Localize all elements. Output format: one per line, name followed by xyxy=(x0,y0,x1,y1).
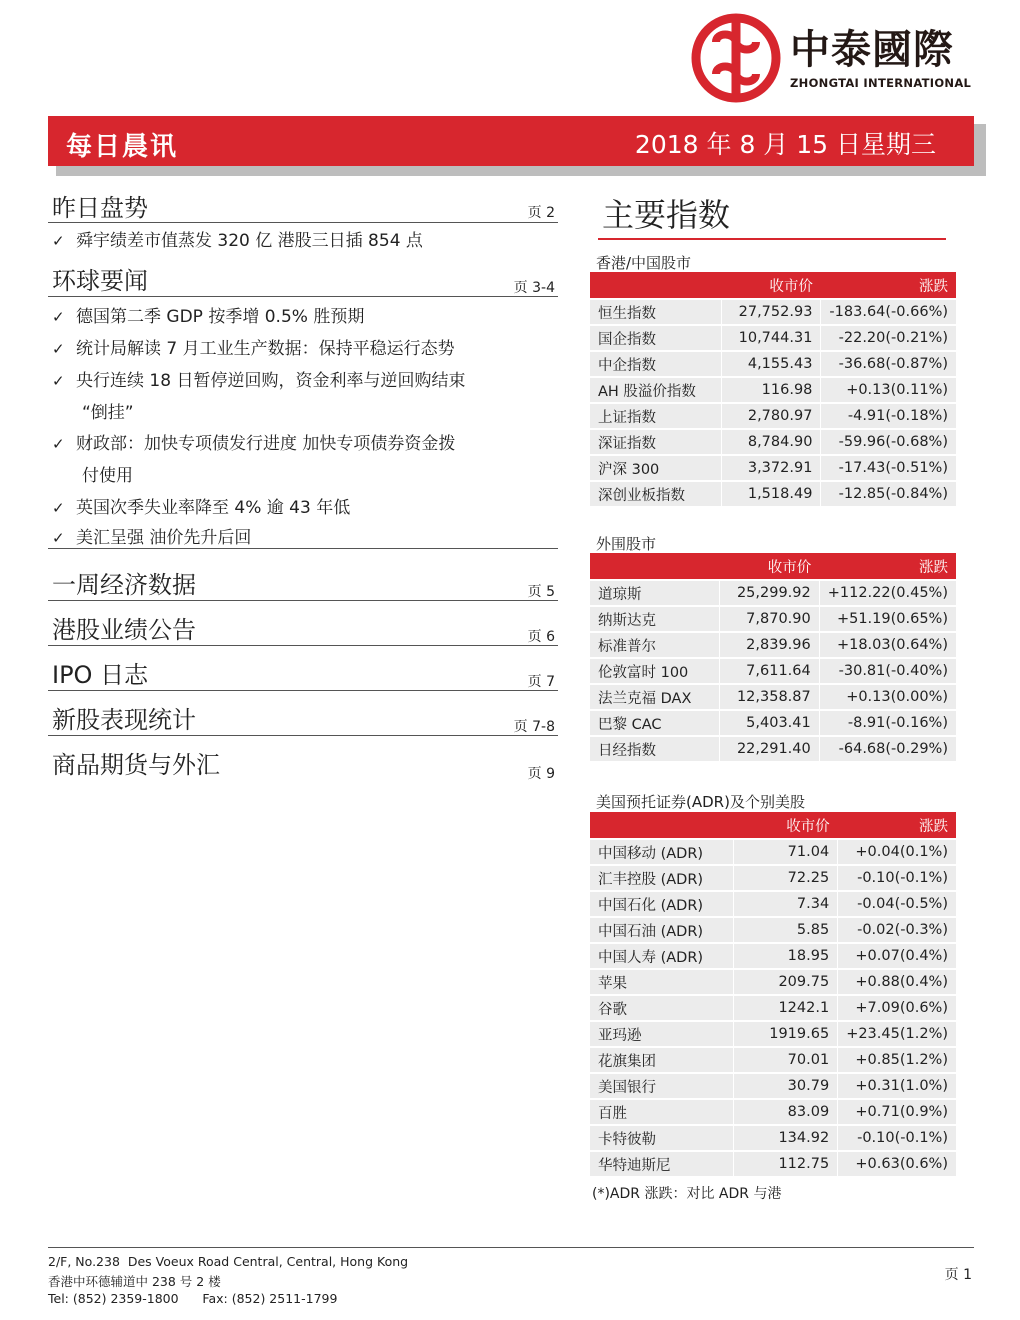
close-price-cell: 1242.1 xyxy=(734,995,838,1021)
section-divider xyxy=(48,222,558,223)
close-price-cell: 18.95 xyxy=(734,943,838,969)
index-name-cell: 中国石油 (ADR) xyxy=(590,917,734,943)
close-price-cell: 70.01 xyxy=(734,1047,838,1073)
close-price-cell: 25,299.92 xyxy=(720,580,820,606)
close-price-cell: 7.34 xyxy=(734,891,838,917)
change-cell: -0.04(-0.5%) xyxy=(838,891,956,917)
close-price-cell: 5.85 xyxy=(734,917,838,943)
section-divider xyxy=(48,600,558,601)
bullet-item: ✓ 统计局解读 7 月工业生产数据：保持平稳运行态势 xyxy=(52,339,455,359)
change-cell: -64.68(-0.29%) xyxy=(819,736,956,761)
table-header-row xyxy=(590,272,956,299)
index-name-cell: 伦敦富时 100 xyxy=(590,658,720,684)
table-adr xyxy=(590,812,956,1176)
close-price-cell: 134.92 xyxy=(734,1125,838,1151)
table-row xyxy=(590,943,956,969)
change-cell: -30.81(-0.40%) xyxy=(819,658,956,684)
change-cell: -36.68(-0.87%) xyxy=(821,351,956,377)
table-header-cell xyxy=(590,812,734,839)
check-icon: ✓ xyxy=(52,372,65,390)
table-row xyxy=(590,995,956,1021)
index-name-cell: 苹果 xyxy=(590,969,734,995)
index-name-cell: 恒生指数 xyxy=(590,299,722,325)
section-title-earnings[interactable]: 港股业绩公告 xyxy=(52,616,196,644)
change-cell: +0.63(0.6%) xyxy=(838,1151,956,1176)
close-price-cell: 72.25 xyxy=(734,865,838,891)
change-cell: -0.02(-0.3%) xyxy=(838,917,956,943)
close-price-cell: 3,372.91 xyxy=(722,455,821,481)
section-page-economic-data: 页 5 xyxy=(527,584,555,600)
index-name-cell: 标准普尔 xyxy=(590,632,720,658)
index-name-cell: 深证指数 xyxy=(590,429,722,455)
index-name-cell: 深创业板指数 xyxy=(590,481,722,506)
section-page-market: 页 2 xyxy=(527,205,555,221)
change-cell: -8.91(-0.16%) xyxy=(819,710,956,736)
change-cell: +0.31(1.0%) xyxy=(838,1073,956,1099)
table-row xyxy=(590,632,956,658)
section-divider xyxy=(48,645,558,646)
table-row xyxy=(590,736,956,761)
table-row xyxy=(590,710,956,736)
change-cell: -22.20(-0.21%) xyxy=(821,325,956,351)
adr-note: (*)ADR 涨跌：对比 ADR 与港 xyxy=(592,1186,782,1202)
check-icon: ✓ xyxy=(52,529,65,547)
page-number: 页 1 xyxy=(944,1267,972,1283)
section-divider xyxy=(48,735,558,736)
table-row xyxy=(590,325,956,351)
index-name-cell: 道琼斯 xyxy=(590,580,720,606)
section-page-ipo: 页 7 xyxy=(527,674,555,690)
close-price-cell: 12,358.87 xyxy=(720,684,820,710)
check-icon: ✓ xyxy=(52,499,65,517)
change-cell: -0.10(-0.1%) xyxy=(838,1125,956,1151)
table-header-cell: 收市价 xyxy=(734,812,838,839)
close-price-cell: 30.79 xyxy=(734,1073,838,1099)
table-row xyxy=(590,1125,956,1151)
table-header-cell: 涨跌 xyxy=(819,553,956,580)
change-cell: +0.13(0.00%) xyxy=(819,684,956,710)
change-cell: -17.43(-0.51%) xyxy=(821,455,956,481)
table-header-cell: 收市价 xyxy=(722,272,821,299)
table-header-row xyxy=(590,553,956,580)
index-name-cell: 亚玛逊 xyxy=(590,1021,734,1047)
bullet-item: ✓ 德国第二季 GDP 按季增 0.5% 胜预期 xyxy=(52,307,365,327)
table-header-row xyxy=(590,812,956,839)
table-row xyxy=(590,839,956,865)
footer-address-cn: 香港中环德辅道中 238 号 2 楼 xyxy=(48,1274,221,1289)
index-name-cell: 中国石化 (ADR) xyxy=(590,891,734,917)
index-name-cell: 巴黎 CAC xyxy=(590,710,720,736)
index-name-cell: 汇丰控股 (ADR) xyxy=(590,865,734,891)
change-cell: +0.85(1.2%) xyxy=(838,1047,956,1073)
close-price-cell: 209.75 xyxy=(734,969,838,995)
index-name-cell: 华特迪斯尼 xyxy=(590,1151,734,1176)
close-price-cell: 2,780.97 xyxy=(722,403,821,429)
indices-title: 主要指数 xyxy=(602,196,731,234)
index-name-cell: 卡特彼勒 xyxy=(590,1125,734,1151)
check-icon: ✓ xyxy=(52,232,65,250)
bullet-item: ✓ 美汇呈强 油价先升后回 xyxy=(52,528,252,548)
index-name-cell: 中国移动 (ADR) xyxy=(590,839,734,865)
close-price-cell: 22,291.40 xyxy=(720,736,820,761)
index-name-cell: 谷歌 xyxy=(590,995,734,1021)
close-price-cell: 5,403.41 xyxy=(720,710,820,736)
table-row xyxy=(590,606,956,632)
section-title-commodities[interactable]: 商品期货与外汇 xyxy=(52,751,220,779)
table-global-indices xyxy=(590,553,956,761)
table-header-cell: 涨跌 xyxy=(821,272,956,299)
table-row xyxy=(590,481,956,506)
section-divider xyxy=(48,296,558,297)
section-title-global[interactable]: 环球要闻 xyxy=(52,267,148,295)
change-cell: -183.64(-0.66%) xyxy=(821,299,956,325)
table-row xyxy=(590,917,956,943)
close-price-cell: 112.75 xyxy=(734,1151,838,1176)
check-icon: ✓ xyxy=(52,340,65,358)
table-row xyxy=(590,351,956,377)
table-row xyxy=(590,403,956,429)
bullet-item: ✓ 英国次季失业率降至 4% 逾 43 年低 xyxy=(52,498,351,518)
section-divider xyxy=(48,548,558,549)
close-price-cell: 71.04 xyxy=(734,839,838,865)
close-price-cell: 83.09 xyxy=(734,1099,838,1125)
change-cell: -4.91(-0.18%) xyxy=(821,403,956,429)
close-price-cell: 116.98 xyxy=(722,377,821,403)
section-page-global: 页 3-4 xyxy=(513,280,555,296)
table-row xyxy=(590,1099,956,1125)
table-row xyxy=(590,455,956,481)
table-row xyxy=(590,429,956,455)
change-cell: +0.07(0.4%) xyxy=(838,943,956,969)
section-title-ipo[interactable]: IPO 日志 xyxy=(52,661,149,689)
index-name-cell: 国企指数 xyxy=(590,325,722,351)
table-row xyxy=(590,684,956,710)
logo-name-en: ZHONGTAI INTERNATIONAL xyxy=(790,76,972,90)
index-name-cell: 花旗集团 xyxy=(590,1047,734,1073)
change-cell: +7.09(0.6%) xyxy=(838,995,956,1021)
change-cell: +0.04(0.1%) xyxy=(838,839,956,865)
section-title-market[interactable]: 昨日盘势 xyxy=(52,194,148,222)
table-header-cell: 收市价 xyxy=(720,553,820,580)
check-icon: ✓ xyxy=(52,308,65,326)
index-name-cell: 法兰克福 DAX xyxy=(590,684,720,710)
table-row xyxy=(590,1073,956,1099)
check-icon: ✓ xyxy=(52,435,65,453)
footer-address-en: 2/F, No.238 Des Voeux Road Central, Central, Hong Kong xyxy=(48,1254,409,1269)
close-price-cell: 2,839.96 xyxy=(720,632,820,658)
close-price-cell: 1,518.49 xyxy=(722,481,821,506)
table-title-adr: 美国预托证券(ADR)及个别美股 xyxy=(596,793,805,811)
section-page-commodities: 页 9 xyxy=(527,766,555,782)
section-title-new-shares[interactable]: 新股表现统计 xyxy=(52,706,196,734)
section-page-earnings: 页 6 xyxy=(527,629,555,645)
change-cell: +0.88(0.4%) xyxy=(838,969,956,995)
close-price-cell: 7,870.90 xyxy=(720,606,820,632)
bullet-item: ✓ 舜宇绩差市值蒸发 320 亿 港股三日插 854 点 xyxy=(52,231,423,251)
change-cell: -0.10(-0.1%) xyxy=(838,865,956,891)
section-page-new-shares: 页 7-8 xyxy=(513,719,555,735)
bullet-item: ✓ 央行连续 18 日暂停逆回购，资金利率与逆回购结束 xyxy=(52,371,466,391)
section-title-economic-data[interactable]: 一周经济数据 xyxy=(52,571,196,599)
table-row xyxy=(590,299,956,325)
table-row xyxy=(590,1047,956,1073)
bullet-continuation: 付使用 xyxy=(82,466,133,486)
table-row xyxy=(590,969,956,995)
table-row xyxy=(590,865,956,891)
indices-title-underline xyxy=(598,238,946,240)
close-price-cell: 8,784.90 xyxy=(722,429,821,455)
footer-divider xyxy=(48,1247,974,1248)
change-cell: +23.45(1.2%) xyxy=(838,1021,956,1047)
table-row xyxy=(590,1151,956,1176)
table-title-hk: 香港/中国股市 xyxy=(596,254,692,272)
index-name-cell: 百胜 xyxy=(590,1099,734,1125)
change-cell: -12.85(-0.84%) xyxy=(821,481,956,506)
index-name-cell: 美国银行 xyxy=(590,1073,734,1099)
index-name-cell: 上证指数 xyxy=(590,403,722,429)
table-row xyxy=(590,658,956,684)
index-name-cell: 中企指数 xyxy=(590,351,722,377)
close-price-cell: 10,744.31 xyxy=(722,325,821,351)
table-row xyxy=(590,891,956,917)
report-date: 2018 年 8 月 15 日星期三 xyxy=(634,130,936,159)
index-name-cell: 沪深 300 xyxy=(590,455,722,481)
change-cell: +51.19(0.65%) xyxy=(819,606,956,632)
close-price-cell: 4,155.43 xyxy=(722,351,821,377)
table-row xyxy=(590,580,956,606)
table-row xyxy=(590,377,956,403)
index-name-cell: 日经指数 xyxy=(590,736,720,761)
table-title-global: 外围股市 xyxy=(596,535,657,553)
change-cell: +0.13(0.11%) xyxy=(821,377,956,403)
logo-name-cn: 中泰國際 xyxy=(790,27,954,73)
table-header-cell xyxy=(590,553,720,580)
table-header-cell: 涨跌 xyxy=(838,812,956,839)
table-row xyxy=(590,1021,956,1047)
index-name-cell: AH 股溢价指数 xyxy=(590,377,722,403)
bullet-item: ✓ 财政部：加快专项债发行进度 加快专项债券资金拨 xyxy=(52,434,456,454)
index-name-cell: 中国人寿 (ADR) xyxy=(590,943,734,969)
bullet-continuation: “倒挂” xyxy=(82,403,134,423)
close-price-cell: 7,611.64 xyxy=(720,658,820,684)
change-cell: -59.96(-0.68%) xyxy=(821,429,956,455)
report-title: 每日晨讯 xyxy=(66,132,179,162)
change-cell: +112.22(0.45%) xyxy=(819,580,956,606)
close-price-cell: 1919.65 xyxy=(734,1021,838,1047)
table-hk-indices xyxy=(590,272,956,506)
footer-contact: Tel: (852) 2359-1800 Fax: (852) 2511-1799 xyxy=(48,1291,338,1306)
change-cell: +0.71(0.9%) xyxy=(838,1099,956,1125)
section-divider xyxy=(48,690,558,691)
change-cell: +18.03(0.64%) xyxy=(819,632,956,658)
close-price-cell: 27,752.93 xyxy=(722,299,821,325)
table-header-cell xyxy=(590,272,722,299)
index-name-cell: 纳斯达克 xyxy=(590,606,720,632)
